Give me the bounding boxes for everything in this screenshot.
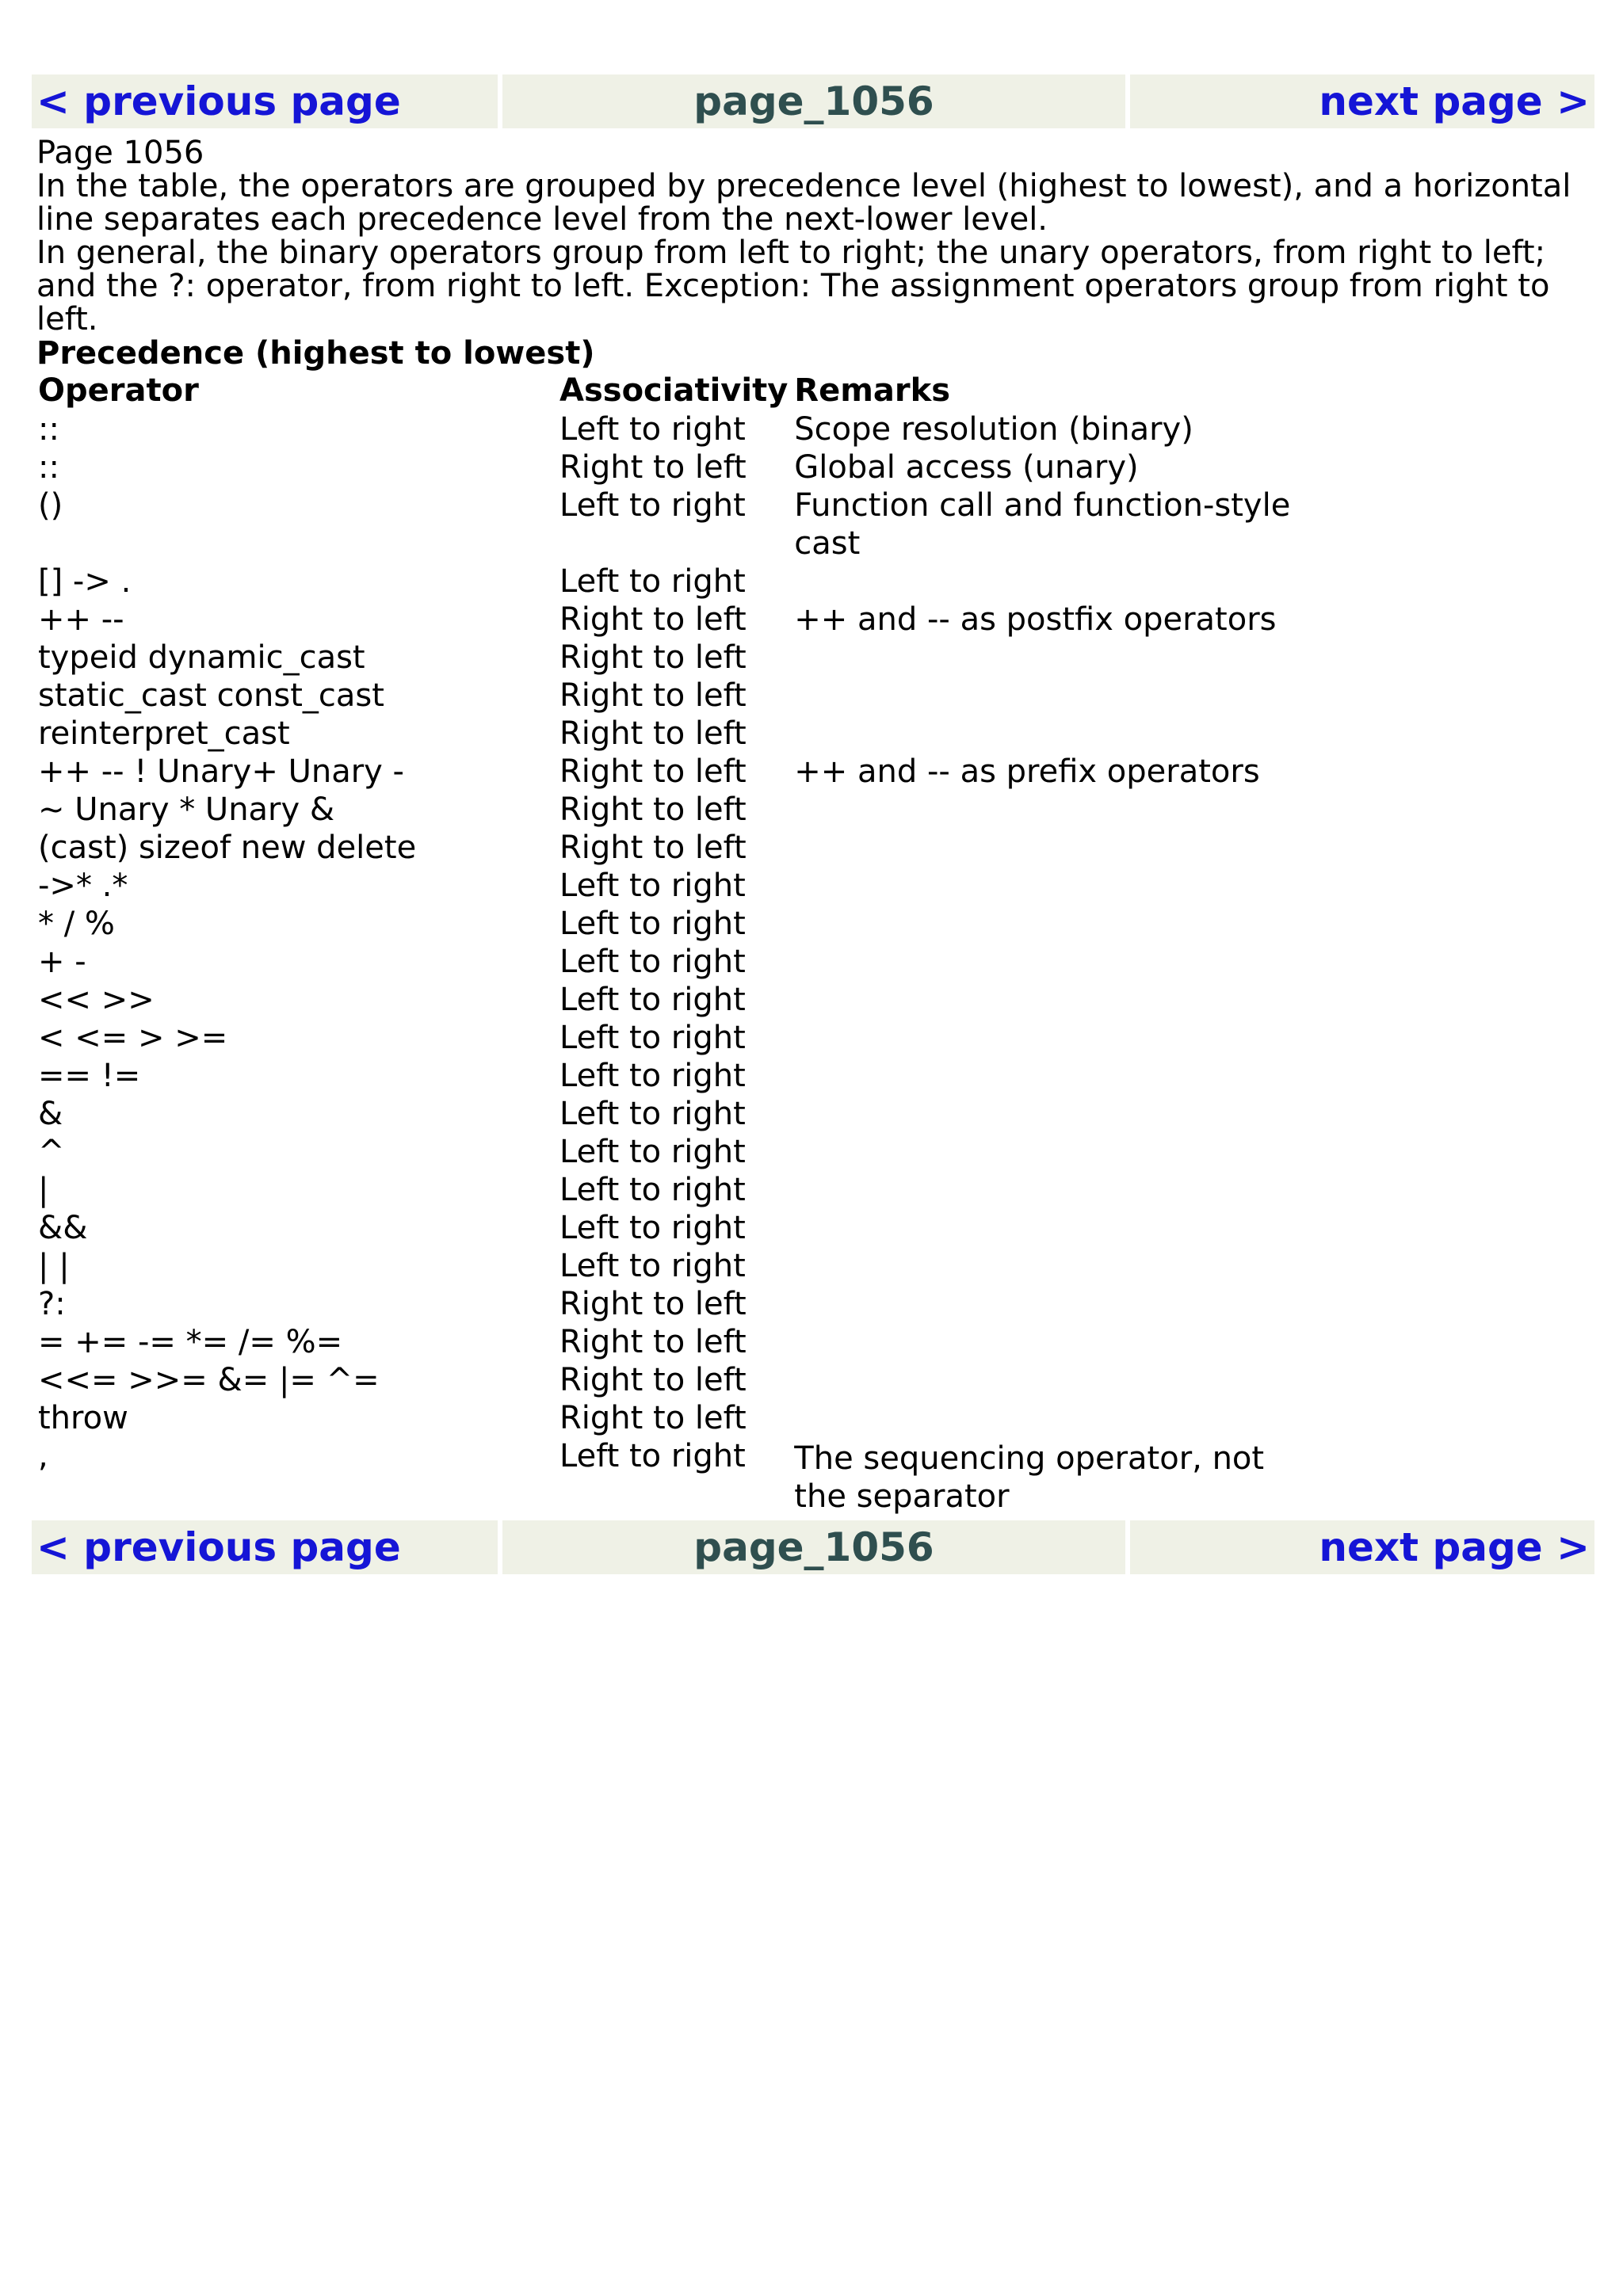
table-row: [35, 1361, 1304, 1399]
table-row: [35, 677, 1304, 715]
associativity-cell: Right to left: [559, 601, 747, 638]
operator-cell: &&: [38, 1210, 88, 1246]
operator-cell: typeid dynamic_cast: [38, 639, 365, 676]
grouping-paragraph: In general, the binary operators group from left to right; the unary operators, from right to left; and the ?: operator, from right to left. Exception: The assignment operators group from right to left.: [36, 235, 1550, 338]
remarks-cell: [791, 1209, 1304, 1247]
top-page-number: page_1056: [502, 74, 1125, 128]
previous-page-link[interactable]: < previous page: [36, 1524, 401, 1570]
associativity-cell: Right to left: [559, 715, 747, 752]
operator-cell: ^: [38, 1134, 65, 1170]
bottom-prev-cell: [32, 1520, 498, 1574]
top-prev-cell: [32, 74, 498, 128]
remarks-cell: Scope resolution (binary): [794, 411, 1193, 448]
operator-cell: ?:: [38, 1286, 66, 1322]
remarks-cell: [791, 1399, 1304, 1437]
associativity-cell: Left to right: [559, 1210, 746, 1246]
operator-cell: * / %: [38, 906, 115, 942]
table-row: [35, 715, 1304, 753]
table-row: [35, 448, 1304, 486]
associativity-cell: Left to right: [559, 1438, 746, 1474]
remarks-cell: [791, 1019, 1304, 1057]
remarks-cell: [791, 1171, 1304, 1209]
operator-cell: | |: [38, 1248, 70, 1284]
table-row: [35, 639, 1304, 677]
remarks-cell: ++ and -- as postfix operators: [794, 601, 1277, 638]
operator-cell: [] -> .: [38, 563, 132, 600]
page-body: [32, 136, 1594, 336]
previous-page-link[interactable]: < previous page: [36, 78, 401, 124]
table-row: [35, 1209, 1304, 1247]
table-row: [35, 981, 1304, 1019]
operator-cell: ,: [38, 1438, 48, 1474]
remarks-cell: [791, 1247, 1304, 1285]
top-navigation-bar: [32, 74, 1594, 128]
associativity-cell: Right to left: [559, 449, 747, 486]
table-row: [35, 867, 1304, 905]
table-row: [35, 601, 1304, 639]
associativity-cell: Left to right: [559, 1248, 746, 1284]
operator-cell: &: [38, 1096, 63, 1132]
remarks-cell: [791, 1323, 1304, 1361]
associativity-cell: Left to right: [559, 1020, 746, 1056]
table-row: [35, 1095, 1304, 1133]
operator-cell: |: [38, 1172, 49, 1208]
next-page-link[interactable]: next page >: [1319, 78, 1590, 124]
table-row: [35, 1057, 1304, 1095]
associativity-cell: Right to left: [559, 1324, 747, 1360]
table-header-row: [35, 371, 1304, 410]
associativity-cell: Left to right: [559, 487, 746, 524]
top-next-cell: [1130, 74, 1594, 128]
intro-paragraph: In the table, the operators are grouped by precedence level (highest to lowest), and a horizontal line separates each precedence level from the next-lower level.: [36, 168, 1571, 238]
associativity-cell: Left to right: [559, 1096, 746, 1132]
table-row: [35, 1247, 1304, 1285]
operator-cell: < <= > >=: [38, 1020, 228, 1056]
operator-cell: ++ --: [38, 601, 124, 638]
remarks-cell: [791, 905, 1304, 943]
operator-cell: ++ -- ! Unary+ Unary -: [38, 753, 404, 790]
operator-cell: static_cast const_cast: [38, 677, 384, 714]
associativity-cell: Left to right: [559, 1134, 746, 1170]
table-row: [35, 1171, 1304, 1209]
associativity-cell: Left to right: [559, 1058, 746, 1094]
table-body: [35, 410, 1304, 1516]
remarks-cell: [791, 677, 1304, 715]
operator-cell: ::: [38, 449, 59, 486]
table-row: [35, 410, 1304, 448]
remarks-cell: [791, 1095, 1304, 1133]
associativity-cell: Left to right: [559, 906, 746, 942]
operator-cell: (): [38, 487, 63, 524]
associativity-cell: Right to left: [559, 753, 747, 790]
next-page-link[interactable]: next page >: [1319, 1524, 1590, 1570]
table-row: [35, 1019, 1304, 1057]
table-row: [35, 753, 1304, 791]
associativity-cell: Left to right: [559, 944, 746, 980]
remarks-cell: [791, 981, 1304, 1019]
associativity-cell: Right to left: [559, 1400, 747, 1436]
bottom-navigation-bar: [32, 1520, 1594, 1574]
remarks-cell: [791, 829, 1304, 867]
associativity-cell: Left to right: [559, 982, 746, 1018]
associativity-cell: Right to left: [559, 1362, 747, 1398]
associativity-cell: Left to right: [559, 868, 746, 904]
remarks-cell: [791, 1133, 1304, 1171]
associativity-cell: Left to right: [559, 1172, 746, 1208]
operator-cell: == !=: [38, 1058, 141, 1094]
remarks-cell: [791, 867, 1304, 905]
table-row: [35, 905, 1304, 943]
associativity-cell: Right to left: [559, 1286, 747, 1322]
precedence-table: [35, 371, 1304, 1516]
operator-cell: = += -= *= /= %=: [38, 1324, 343, 1360]
table-title: Precedence (highest to lowest): [36, 335, 595, 372]
table-row: [35, 829, 1304, 867]
remarks-cell: [791, 563, 1304, 601]
header-operator: Operator: [38, 372, 199, 409]
associativity-cell: Right to left: [559, 677, 747, 714]
operator-cell: reinterpret_cast: [38, 715, 290, 752]
remarks-cell: [791, 1361, 1304, 1399]
bottom-page-number: page_1056: [502, 1520, 1125, 1574]
associativity-cell: Right to left: [559, 791, 747, 828]
associativity-cell: Right to left: [559, 830, 747, 866]
operator-cell: (cast) sizeof new delete: [38, 830, 417, 866]
operator-cell: ::: [38, 411, 59, 448]
remarks-cell: The sequencing operator, not the separator: [794, 1440, 1265, 1515]
remarks-cell: [791, 943, 1304, 981]
operator-cell: << >>: [38, 982, 155, 1018]
header-remarks: Remarks: [794, 372, 951, 409]
operator-cell: throw: [38, 1400, 128, 1436]
table-row: [35, 1437, 1304, 1516]
remarks-cell: [791, 1285, 1304, 1323]
remarks-cell: [791, 1057, 1304, 1095]
table-row: [35, 1285, 1304, 1323]
bottom-next-cell: [1130, 1520, 1594, 1574]
page-container: [32, 74, 1594, 1574]
table-row: [35, 486, 1304, 563]
operator-cell: <<= >>= &= |= ^=: [38, 1362, 380, 1398]
page-heading: Page 1056: [36, 135, 204, 171]
associativity-cell: Left to right: [559, 411, 746, 448]
remarks-cell: [791, 715, 1304, 753]
table-row: [35, 563, 1304, 601]
operator-cell: + -: [38, 944, 86, 980]
header-associativity: Associativity: [559, 372, 789, 409]
table-row: [35, 1399, 1304, 1437]
remarks-cell: [791, 639, 1304, 677]
table-row: [35, 1133, 1304, 1171]
associativity-cell: Right to left: [559, 639, 747, 676]
operator-cell: ~ Unary * Unary &: [38, 791, 335, 828]
operator-cell: ->* .*: [38, 868, 128, 904]
table-row: [35, 1323, 1304, 1361]
table-row: [35, 791, 1304, 829]
associativity-cell: Left to right: [559, 563, 746, 600]
remarks-cell: ++ and -- as prefix operators: [794, 753, 1260, 790]
remarks-cell: [791, 791, 1304, 829]
remarks-cell: Function call and function-style cast: [794, 487, 1291, 562]
remarks-cell: Global access (unary): [794, 449, 1139, 486]
table-row: [35, 943, 1304, 981]
